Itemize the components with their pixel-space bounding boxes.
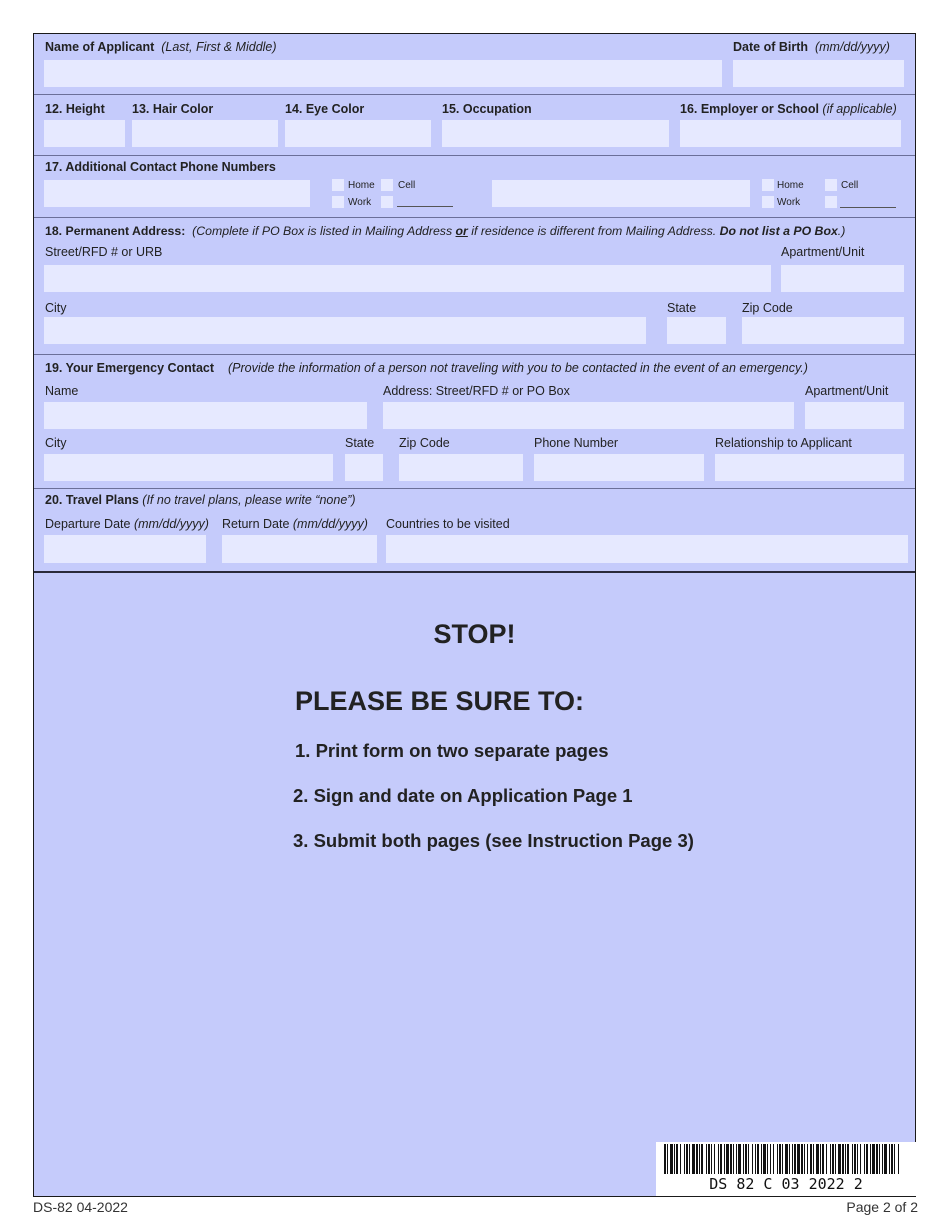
divider	[34, 354, 915, 355]
barcode-bar	[664, 1144, 666, 1174]
divider	[34, 94, 915, 95]
barcode-bar	[738, 1144, 741, 1174]
emergency-name-field[interactable]	[44, 402, 367, 429]
barcode-bar	[779, 1144, 781, 1174]
phone-2-home-checkbox[interactable]	[762, 179, 774, 191]
phone-2-cell-label: Cell	[841, 180, 859, 191]
barcode-bar	[820, 1144, 821, 1174]
barcode-bar	[770, 1144, 771, 1174]
barcode-bar	[852, 1144, 853, 1174]
countries-field[interactable]	[386, 535, 908, 563]
form-page	[33, 33, 916, 1197]
barcode-bar	[879, 1144, 880, 1174]
barcode-bar	[752, 1144, 753, 1174]
barcode-bar	[822, 1144, 824, 1174]
barcode-bar	[792, 1144, 793, 1174]
barcode-bar	[807, 1144, 808, 1174]
phone-1-other-checkbox[interactable]	[381, 196, 393, 208]
barcode-bar	[894, 1144, 895, 1174]
barcode-bar	[891, 1144, 893, 1174]
barcode-bar	[804, 1144, 805, 1174]
barcode-bar	[706, 1144, 707, 1174]
emergency-address-field[interactable]	[383, 402, 794, 429]
state-label: State	[667, 301, 697, 315]
barcode-bar	[676, 1144, 678, 1174]
barcode-bar	[670, 1144, 673, 1174]
barcode-bar	[699, 1144, 700, 1174]
barcode-bar	[730, 1144, 732, 1174]
divider	[34, 155, 915, 156]
notice-step: 3. Submit both pages (see Instruction Page 3)	[293, 830, 694, 851]
barcode-bar	[767, 1144, 768, 1174]
height-field[interactable]	[44, 120, 125, 147]
barcode-bar	[854, 1144, 856, 1174]
countries-label: Countries to be visited	[386, 517, 510, 531]
emergency-zip-label: Zip Code	[399, 436, 450, 450]
barcode-bar	[736, 1144, 737, 1174]
occupation-field[interactable]	[442, 120, 669, 147]
barcode-bar	[838, 1144, 841, 1174]
barcode-text: DS 82 C 03 2022 2	[709, 1175, 863, 1193]
barcode-bar	[884, 1144, 887, 1174]
barcode	[656, 1142, 916, 1196]
barcode-bar	[842, 1144, 844, 1174]
applicant-name-label: Name of Applicant (Last, First & Middle)	[45, 40, 277, 54]
barcode-bar	[813, 1144, 814, 1174]
eye-color-label: 14. Eye Color	[285, 102, 365, 116]
emergency-name-label: Name	[45, 384, 79, 398]
barcode-bar	[797, 1144, 800, 1174]
barcode-bar	[872, 1144, 875, 1174]
barcode-bar	[696, 1144, 698, 1174]
barcode-bar	[773, 1144, 774, 1174]
travel-heading: 20. Travel Plans (If no travel plans, please write “none”)	[45, 493, 356, 507]
barcode-bar	[857, 1144, 858, 1174]
page-number: Page 2 of 2	[846, 1199, 918, 1215]
barcode-bar	[860, 1144, 861, 1174]
emergency-phone-label: Phone Number	[534, 436, 619, 450]
barcode-bar	[889, 1144, 890, 1174]
dob-field[interactable]	[733, 60, 904, 87]
notice-step: 1. Print form on two separate pages	[295, 740, 609, 761]
phone-1-work-checkbox[interactable]	[332, 196, 344, 208]
barcode-bar	[870, 1144, 871, 1174]
barcode-bar	[724, 1144, 725, 1174]
apartment-field[interactable]	[781, 265, 904, 292]
departure-label: Departure Date (mm/dd/yyyy)	[45, 517, 209, 531]
barcode-bar	[801, 1144, 803, 1174]
phone-2-home-label: Home	[777, 180, 804, 191]
form-id: DS-82 04-2022	[33, 1199, 128, 1215]
barcode-bar	[782, 1144, 783, 1174]
divider	[34, 217, 915, 218]
permanent-address-heading: 18. Permanent Address: (Complete if PO Box is listed in Mailing Address or if residence is different from Mailing Address. Do not list a PO Box.)	[45, 224, 846, 238]
barcode-bar	[761, 1144, 762, 1174]
barcode-bar	[835, 1144, 836, 1174]
emergency-apartment-field[interactable]	[805, 402, 904, 429]
please-be-sure-heading: PLEASE BE SURE TO:	[295, 686, 585, 716]
barcode-bar	[748, 1144, 749, 1174]
city-label: City	[45, 301, 67, 315]
barcode-bar	[684, 1144, 685, 1174]
return-label: Return Date (mm/dd/yyyy)	[222, 517, 368, 531]
emergency-state-field[interactable]	[345, 454, 383, 481]
barcode-bars	[664, 1144, 900, 1174]
barcode-bar	[726, 1144, 729, 1174]
barcode-bar	[708, 1144, 710, 1174]
barcode-bar	[830, 1144, 831, 1174]
phone-1-cell-label: Cell	[398, 180, 416, 191]
barcode-bar	[847, 1144, 849, 1174]
return-field[interactable]	[222, 535, 377, 563]
barcode-bar	[755, 1144, 756, 1174]
barcode-bar	[826, 1144, 827, 1174]
employer-label: 16. Employer or School (if applicable)	[680, 102, 897, 116]
apartment-label: Apartment/Unit	[781, 245, 865, 259]
barcode-bar	[686, 1144, 688, 1174]
emergency-heading: 19. Your Emergency Contact (Provide the information of a person not traveling with you to be contacted in the event of an emergency.)	[45, 361, 808, 375]
height-label: 12. Height	[45, 102, 105, 116]
phone-2-work-label: Work	[777, 197, 801, 208]
emergency-relationship-field[interactable]	[715, 454, 904, 481]
barcode-bar	[711, 1144, 712, 1174]
barcode-bar	[701, 1144, 703, 1174]
barcode-bar	[898, 1144, 899, 1174]
emergency-apartment-label: Apartment/Unit	[805, 384, 889, 398]
phone-1-work-label: Work	[348, 197, 372, 208]
barcode-bar	[866, 1144, 868, 1174]
barcode-bar	[720, 1144, 722, 1174]
divider	[34, 488, 915, 489]
stop-heading: STOP!	[433, 619, 516, 649]
barcode-bar	[674, 1144, 675, 1174]
barcode-bar	[777, 1144, 778, 1174]
barcode-bar	[845, 1144, 846, 1174]
phone-2-work-checkbox[interactable]	[762, 196, 774, 208]
divider	[34, 571, 915, 573]
barcode-bar	[789, 1144, 790, 1174]
emergency-phone-field[interactable]	[534, 454, 704, 481]
emergency-city-label: City	[45, 436, 67, 450]
phone-2-field[interactable]	[492, 180, 750, 207]
zip-field[interactable]	[742, 317, 904, 344]
phone-2-other-blank[interactable]	[840, 207, 896, 208]
barcode-bar	[763, 1144, 766, 1174]
barcode-bar	[718, 1144, 719, 1174]
hair-color-label: 13. Hair Color	[132, 102, 214, 116]
hair-color-field[interactable]	[132, 120, 278, 147]
barcode-bar	[832, 1144, 834, 1174]
barcode-bar	[757, 1144, 759, 1174]
emergency-state-label: State	[345, 436, 375, 450]
barcode-bar	[680, 1144, 681, 1174]
zip-label: Zip Code	[742, 301, 793, 315]
applicant-name-field[interactable]	[44, 60, 722, 87]
dob-label: Date of Birth (mm/dd/yyyy)	[733, 40, 890, 54]
city-field[interactable]	[44, 317, 646, 344]
barcode-bar	[864, 1144, 865, 1174]
phone-2-cell-checkbox[interactable]	[825, 179, 837, 191]
employer-field[interactable]	[680, 120, 901, 147]
barcode-bar	[689, 1144, 690, 1174]
barcode-bar	[733, 1144, 734, 1174]
occupation-label: 15. Occupation	[442, 102, 532, 116]
barcode-bar	[810, 1144, 812, 1174]
state-field[interactable]	[667, 317, 726, 344]
emergency-city-field[interactable]	[44, 454, 333, 481]
emergency-zip-field[interactable]	[399, 454, 523, 481]
barcode-bar	[876, 1144, 878, 1174]
barcode-bar	[816, 1144, 819, 1174]
phone-1-other-blank[interactable]	[397, 206, 453, 207]
barcode-bar	[745, 1144, 747, 1174]
barcode-bar	[882, 1144, 883, 1174]
barcode-bar	[714, 1144, 715, 1174]
notice-step: 2. Sign and date on Application Page 1	[293, 785, 633, 806]
street-field[interactable]	[44, 265, 771, 292]
emergency-relationship-label: Relationship to Applicant	[715, 436, 852, 450]
barcode-bar	[785, 1144, 788, 1174]
barcode-bar	[667, 1144, 668, 1174]
barcode-bar	[794, 1144, 796, 1174]
phone-1-home-label: Home	[348, 180, 375, 191]
street-label: Street/RFD # or URB	[45, 245, 163, 259]
barcode-bar	[692, 1144, 695, 1174]
phone-1-field[interactable]	[44, 180, 310, 207]
barcode-bar	[743, 1144, 744, 1174]
phone-1-home-checkbox[interactable]	[332, 179, 344, 191]
phones-section-label: 17. Additional Contact Phone Numbers	[45, 160, 276, 174]
emergency-address-label: Address: Street/RFD # or PO Box	[383, 384, 570, 398]
phone-2-other-checkbox[interactable]	[825, 196, 837, 208]
departure-field[interactable]	[44, 535, 206, 563]
eye-color-field[interactable]	[285, 120, 431, 147]
phone-1-cell-checkbox[interactable]	[381, 179, 393, 191]
